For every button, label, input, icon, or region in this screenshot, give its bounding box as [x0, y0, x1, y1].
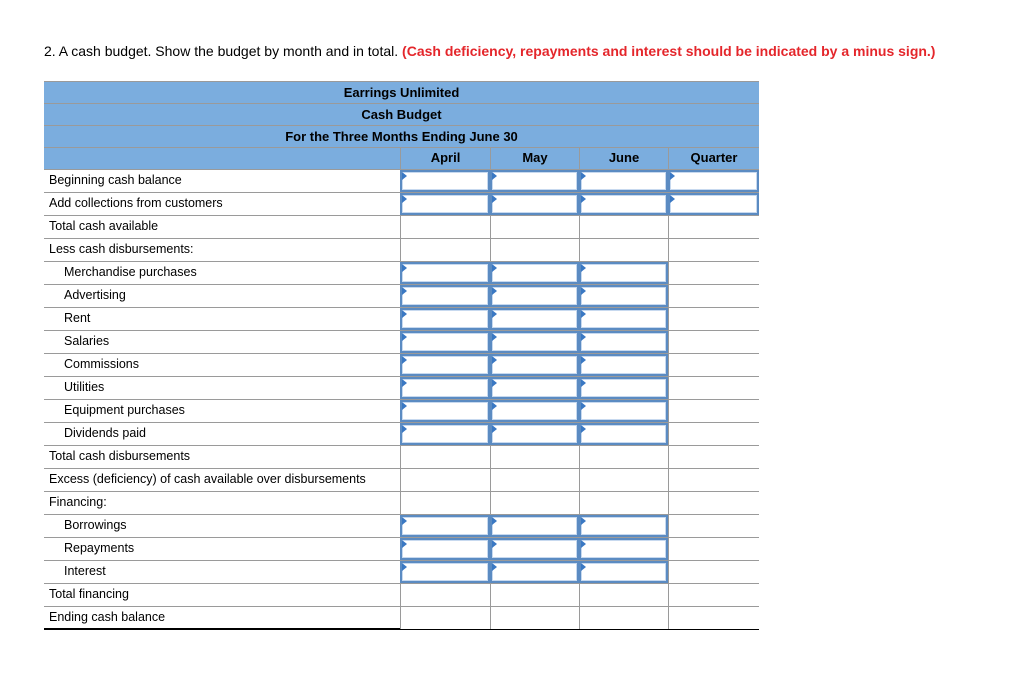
cell-marker-icon	[492, 310, 497, 318]
calc-cell-r12-april	[400, 446, 490, 468]
empty-cell	[668, 354, 759, 376]
empty-cell	[668, 308, 759, 330]
empty-cell	[668, 285, 759, 307]
empty-cell	[400, 492, 490, 514]
cell-marker-icon	[402, 356, 407, 364]
calc-cell-r2-may	[490, 216, 579, 238]
calc-cell-r13-quarter	[668, 469, 759, 491]
calc-cell-r19-quarter	[668, 607, 759, 629]
table-row	[44, 239, 759, 262]
input-cell-r7-june[interactable]	[579, 331, 668, 353]
calc-cell-r12-quarter	[668, 446, 759, 468]
empty-cell	[668, 423, 759, 445]
table-row	[44, 561, 759, 584]
cell-marker-icon	[581, 264, 586, 272]
input-cell-r9-may[interactable]	[490, 377, 579, 399]
calc-cell-r13-may	[490, 469, 579, 491]
cell-marker-icon	[402, 195, 407, 203]
col-april: April	[400, 148, 490, 170]
input-cell-r16-april[interactable]	[400, 538, 490, 560]
input-cell-r8-may[interactable]	[490, 354, 579, 376]
row-label-r7: Salaries	[64, 334, 110, 348]
cell-marker-icon	[402, 563, 407, 571]
input-cell-r16-june[interactable]	[579, 538, 668, 560]
cell-marker-icon	[402, 379, 407, 387]
calc-cell-r18-quarter	[668, 584, 759, 606]
table-row	[44, 354, 759, 377]
cell-marker-icon	[402, 540, 407, 548]
table-row	[44, 492, 759, 515]
empty-cell	[579, 239, 668, 261]
input-cell-r6-may[interactable]	[490, 308, 579, 330]
input-cell-r5-june[interactable]	[579, 285, 668, 307]
table-row	[44, 193, 759, 216]
table-row	[44, 216, 759, 239]
cell-marker-icon	[492, 379, 497, 387]
input-cell-r10-april[interactable]	[400, 400, 490, 422]
cash-budget-table	[44, 81, 759, 630]
cell-marker-icon	[581, 563, 586, 571]
cell-marker-icon	[581, 402, 586, 410]
cell-marker-icon	[492, 563, 497, 571]
report-title-header: Cash Budget	[44, 103, 759, 125]
table-row	[44, 331, 759, 354]
col-may: May	[490, 148, 579, 170]
question-note: (Cash deficiency, repayments and interest should be indicated by a minus sign.)	[402, 43, 936, 59]
calc-cell-r12-may	[490, 446, 579, 468]
cell-marker-icon	[581, 379, 586, 387]
empty-cell	[490, 492, 579, 514]
col-june: June	[579, 148, 668, 170]
input-cell-r9-april[interactable]	[400, 377, 490, 399]
cell-marker-icon	[402, 310, 407, 318]
input-cell-r15-may[interactable]	[490, 515, 579, 537]
input-cell-r10-june[interactable]	[579, 400, 668, 422]
input-cell-r17-may[interactable]	[490, 561, 579, 583]
cell-marker-icon	[492, 517, 497, 525]
cell-marker-icon	[492, 356, 497, 364]
empty-cell	[668, 262, 759, 284]
cell-marker-icon	[581, 540, 586, 548]
cell-marker-icon	[402, 425, 407, 433]
input-cell-r9-june[interactable]	[579, 377, 668, 399]
row-label-r3: Less cash disbursements:	[49, 242, 194, 256]
input-cell-r1-june[interactable]	[579, 193, 668, 215]
cell-marker-icon	[581, 287, 586, 295]
company-header: Earrings Unlimited	[44, 81, 759, 103]
row-label-r2: Total cash available	[49, 219, 159, 233]
row-label-r5: Advertising	[64, 288, 126, 302]
empty-cell	[490, 239, 579, 261]
input-cell-r7-may[interactable]	[490, 331, 579, 353]
input-cell-r0-may[interactable]	[490, 170, 579, 192]
row-label-r17: Interest	[64, 564, 106, 578]
calc-cell-r18-june	[579, 584, 668, 606]
calc-cell-r13-april	[400, 469, 490, 491]
cell-marker-icon	[670, 172, 675, 180]
row-label-r4: Merchandise purchases	[64, 265, 197, 279]
cell-marker-icon	[492, 333, 497, 341]
cell-marker-icon	[581, 172, 586, 180]
input-cell-r0-quarter[interactable]	[668, 170, 759, 192]
input-cell-r4-april[interactable]	[400, 262, 490, 284]
empty-cell	[668, 492, 759, 514]
cell-marker-icon	[581, 517, 586, 525]
cell-marker-icon	[492, 195, 497, 203]
empty-cell	[668, 400, 759, 422]
input-cell-r17-june[interactable]	[579, 561, 668, 583]
table-row	[44, 446, 759, 469]
cell-marker-icon	[492, 425, 497, 433]
table-row	[44, 262, 759, 285]
cell-marker-icon	[581, 356, 586, 364]
calc-cell-r13-june	[579, 469, 668, 491]
input-cell-r11-may[interactable]	[490, 423, 579, 445]
table-row	[44, 170, 759, 193]
calc-cell-r19-june	[579, 607, 668, 629]
input-cell-r5-april[interactable]	[400, 285, 490, 307]
cell-marker-icon	[402, 264, 407, 272]
input-cell-r15-june[interactable]	[579, 515, 668, 537]
cell-marker-icon	[581, 425, 586, 433]
row-label-r14: Financing:	[49, 495, 107, 509]
cell-marker-icon	[402, 402, 407, 410]
input-cell-r17-april[interactable]	[400, 561, 490, 583]
calc-cell-r2-april	[400, 216, 490, 238]
empty-cell	[668, 239, 759, 261]
calc-cell-r18-april	[400, 584, 490, 606]
calc-cell-r18-may	[490, 584, 579, 606]
empty-cell	[668, 377, 759, 399]
input-cell-r1-may[interactable]	[490, 193, 579, 215]
empty-cell	[579, 492, 668, 514]
column-header-row	[44, 147, 759, 170]
cell-marker-icon	[492, 402, 497, 410]
cell-marker-icon	[492, 287, 497, 295]
row-label-r19: Ending cash balance	[49, 610, 166, 624]
cell-marker-icon	[402, 333, 407, 341]
cell-marker-icon	[581, 195, 586, 203]
row-label-r1: Add collections from customers	[49, 196, 223, 210]
row-label-r13: Excess (deficiency) of cash available over disbursements	[49, 472, 366, 486]
row-label-r16: Repayments	[64, 541, 135, 555]
empty-cell	[668, 331, 759, 353]
cell-marker-icon	[402, 517, 407, 525]
input-cell-r11-june[interactable]	[579, 423, 668, 445]
table-row	[44, 423, 759, 446]
input-cell-r6-june[interactable]	[579, 308, 668, 330]
input-cell-r10-may[interactable]	[490, 400, 579, 422]
row-label-r12: Total cash disbursements	[49, 449, 191, 463]
question-text	[44, 43, 935, 59]
input-cell-r16-may[interactable]	[490, 538, 579, 560]
cell-marker-icon	[492, 540, 497, 548]
input-cell-r0-june[interactable]	[579, 170, 668, 192]
row-label-r10: Equipment purchases	[64, 403, 185, 417]
cell-marker-icon	[492, 264, 497, 272]
row-label-r9: Utilities	[64, 380, 105, 394]
input-cell-r11-april[interactable]	[400, 423, 490, 445]
empty-cell	[668, 515, 759, 537]
input-cell-r4-may[interactable]	[490, 262, 579, 284]
calc-cell-r2-quarter	[668, 216, 759, 238]
table-row	[44, 515, 759, 538]
calc-cell-r12-june	[579, 446, 668, 468]
table-row	[44, 285, 759, 308]
input-cell-r1-quarter[interactable]	[668, 193, 759, 215]
input-cell-r0-april[interactable]	[400, 170, 490, 192]
cell-marker-icon	[402, 172, 407, 180]
input-cell-r15-april[interactable]	[400, 515, 490, 537]
calc-cell-r19-april	[400, 607, 490, 629]
calc-cell-r2-june	[579, 216, 668, 238]
table-row	[44, 607, 759, 630]
cell-marker-icon	[670, 195, 675, 203]
calc-cell-r19-may	[490, 607, 579, 629]
cell-marker-icon	[402, 287, 407, 295]
input-cell-r8-june[interactable]	[579, 354, 668, 376]
row-label-r6: Rent	[64, 311, 91, 325]
col-quarter: Quarter	[668, 148, 759, 170]
row-label-r18: Total financing	[49, 587, 129, 601]
row-label-r0: Beginning cash balance	[49, 173, 182, 187]
row-label-r15: Borrowings	[64, 518, 127, 532]
input-cell-r6-april[interactable]	[400, 308, 490, 330]
input-cell-r5-may[interactable]	[490, 285, 579, 307]
table-row	[44, 584, 759, 607]
input-cell-r1-april[interactable]	[400, 193, 490, 215]
question-main: 2. A cash budget. Show the budget by month and in total.	[44, 43, 399, 59]
input-cell-r4-june[interactable]	[579, 262, 668, 284]
empty-cell	[400, 239, 490, 261]
table-row	[44, 400, 759, 423]
empty-cell	[668, 538, 759, 560]
empty-cell	[668, 561, 759, 583]
cell-marker-icon	[581, 333, 586, 341]
cell-marker-icon	[492, 172, 497, 180]
table-row	[44, 469, 759, 492]
table-row	[44, 308, 759, 331]
period-header: For the Three Months Ending June 30	[44, 125, 759, 147]
input-cell-r8-april[interactable]	[400, 354, 490, 376]
cell-marker-icon	[581, 310, 586, 318]
input-cell-r7-april[interactable]	[400, 331, 490, 353]
table-row	[44, 377, 759, 400]
row-label-r11: Dividends paid	[64, 426, 146, 440]
table-row	[44, 538, 759, 561]
row-label-r8: Commissions	[64, 357, 140, 371]
